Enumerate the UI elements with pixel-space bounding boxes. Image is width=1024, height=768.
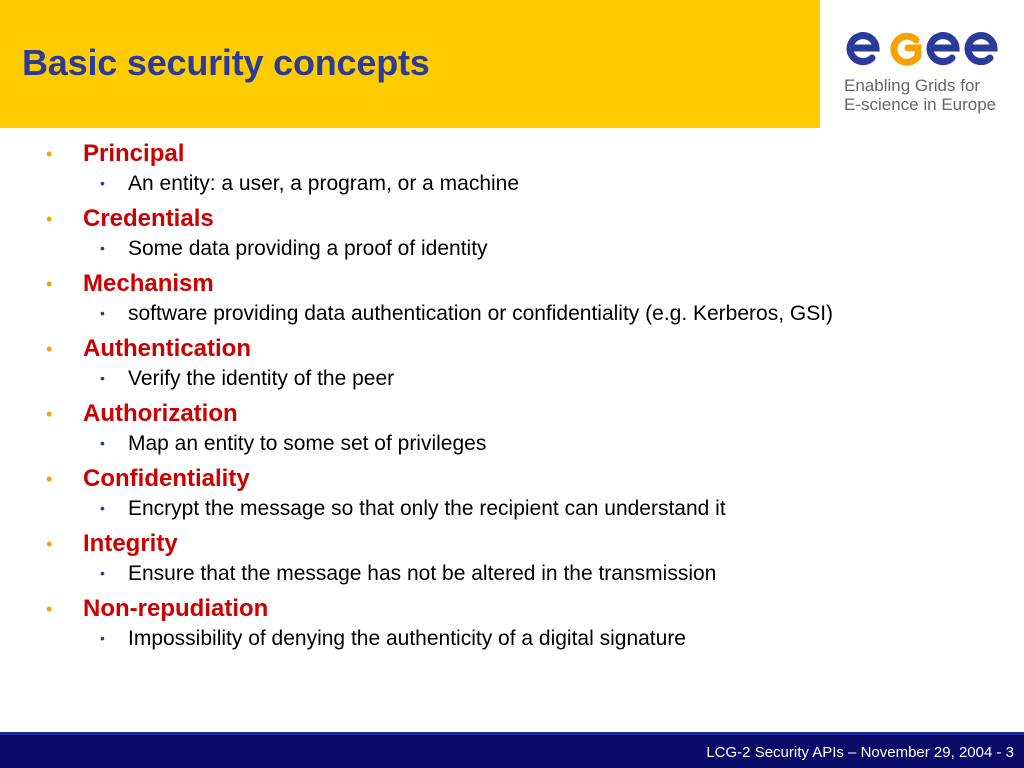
list-item [0,169,1000,201]
list-item [0,299,1000,331]
sub-bullet-icon: • [100,305,105,321]
bullet-icon: • [46,534,53,554]
egee-logo-icon [842,26,1002,70]
term: Mechanism [83,270,214,297]
list-item [0,267,1000,299]
definition: Ensure that the message has not be altered in the transmission [128,562,717,585]
definition: Encrypt the message so that only the recipient can understand it [128,497,726,520]
bullet-icon: • [46,144,53,164]
term: Authentication [83,335,251,362]
definition: Verify the identity of the peer [128,367,395,390]
sub-bullet-icon: • [100,240,105,256]
list-item [0,397,1000,429]
list-item [0,527,1000,559]
bullet-icon: • [46,404,53,424]
list-item [0,559,1000,591]
definition: Map an entity to some set of privileges [128,432,487,455]
list-item [0,202,1000,234]
definition: Impossibility of denying the authenticity of a digital signature [128,627,686,650]
definition: An entity: a user, a program, or a machine [128,172,520,195]
logo-tagline [844,76,996,114]
sub-bullet-icon: • [100,175,105,191]
bullet-icon: • [46,339,53,359]
term: Credentials [83,205,214,232]
tagline-line-2: E-science in Europe [844,95,997,114]
definition: Some data providing a proof of identity [128,237,488,260]
list-item [0,462,1000,494]
bullet-icon: • [46,274,53,294]
header-band [0,0,820,128]
slide-title: Basic security concepts [22,42,430,83]
bullet-list [0,136,1000,656]
bullet-icon: • [46,469,53,489]
footer-bar [0,732,1024,768]
sub-bullet-icon: • [100,630,105,646]
term: Confidentiality [83,465,250,492]
list-item [0,332,1000,364]
list-item [0,137,1000,169]
term: Principal [83,140,185,167]
sub-bullet-icon: • [100,500,105,516]
term: Integrity [83,530,178,557]
tagline-line-1: Enabling Grids for [844,76,981,95]
definition: software providing data authentication or confidentiality (e.g. Kerberos, GSI) [128,302,834,325]
bullet-icon: • [46,209,53,229]
sub-bullet-icon: • [100,435,105,451]
sub-bullet-icon: • [100,370,105,386]
list-item [0,494,1000,526]
list-item [0,624,1000,656]
list-item [0,364,1000,396]
term: Authorization [83,400,238,427]
footer-text: LCG-2 Security APIs – November 29, 2004 - 3 [706,744,1014,761]
list-item [0,234,1000,266]
list-item [0,429,1000,461]
list-item [0,592,1000,624]
bullet-icon: • [46,599,53,619]
egee-logo [820,0,1024,128]
sub-bullet-icon: • [100,565,105,581]
term: Non-repudiation [83,595,269,622]
